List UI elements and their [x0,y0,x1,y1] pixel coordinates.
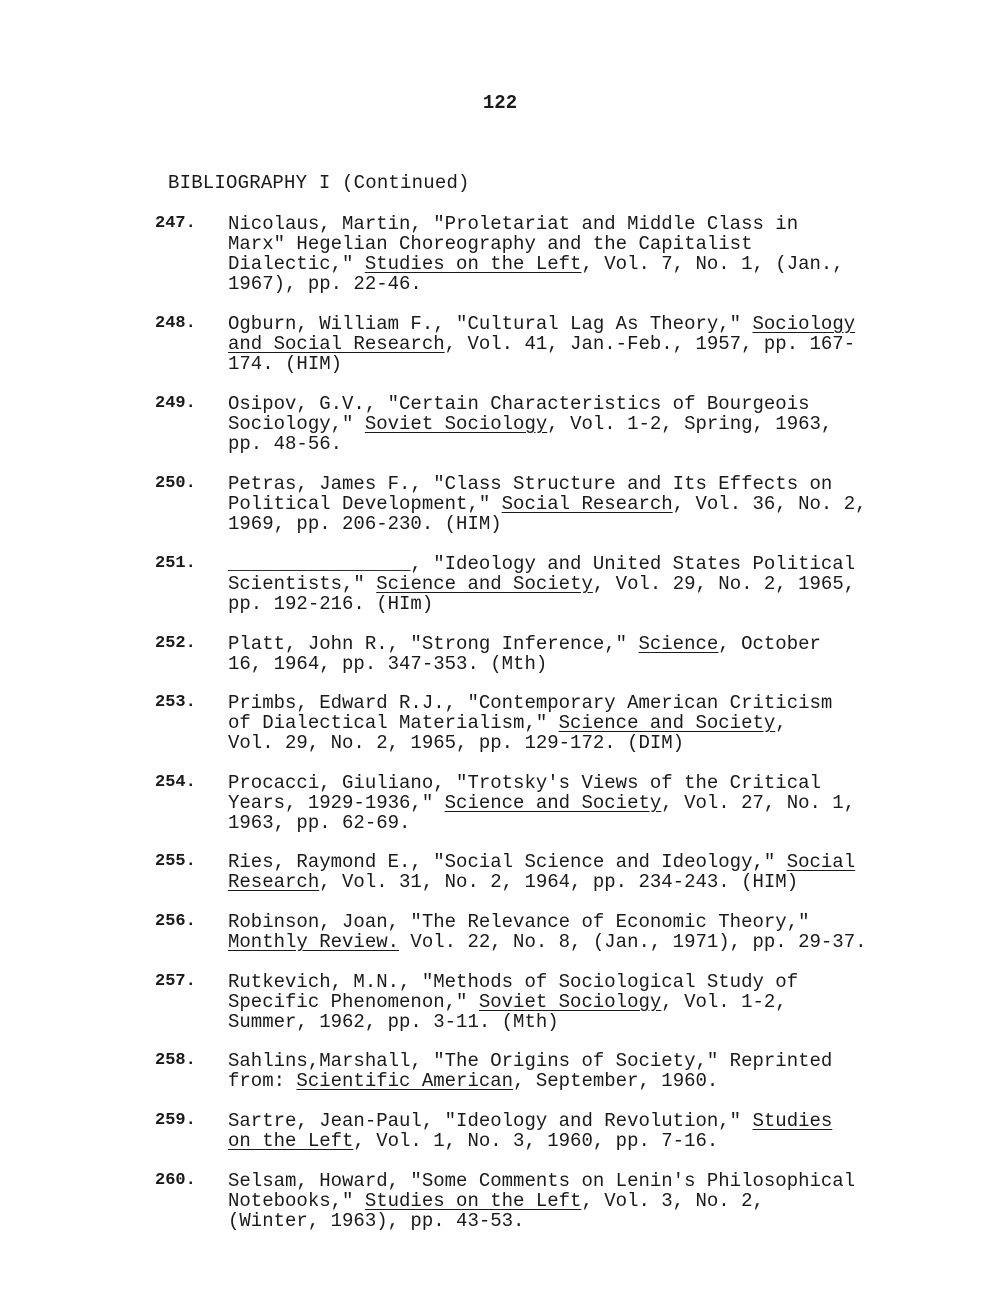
publication-title: Scientific American [296,1070,514,1092]
citation-line [228,773,918,793]
citation-line [228,912,918,932]
citation-text: , Vol. 31, No. 2, 1964, pp. 234-243. (HIM) [319,871,799,893]
citation-text: pp. 48-56. [228,433,343,455]
publication-title: and Social Research [228,333,445,355]
citation-text: Nicolaus, Martin, "Proletariat and Middle Class in [228,213,799,235]
entry-number: 253. [155,693,196,712]
citation-line [228,1071,918,1091]
citation-text: Rutkevich, M.N., "Methods of Sociological Study of [228,971,799,993]
citation-line [228,1111,918,1131]
publication-title: Sociology [752,313,856,335]
citation-text: (Winter, 1963), pp. 43-53. [228,1210,525,1232]
citation-line [228,1211,918,1231]
publication-title: Science and Society [444,792,662,814]
citation-text: Summer, 1962, pp. 3-11. (Mth) [228,1011,559,1033]
citation-text: Ogburn, William F., "Cultural Lag As Theory," [228,313,753,335]
citation-text: Sahlins,Marshall, "The Origins of Society," Reprinted [228,1050,833,1072]
entry-number: 247. [155,214,196,233]
citation-text: , Vol. 1-2, Spring, 1963, [547,413,833,435]
citation-line [228,314,918,334]
citation-line [228,354,918,374]
entry-number: 258. [155,1051,196,1070]
publication-title: Soviet Sociology [478,991,662,1013]
citation-text: Osipov, G.V., "Certain Characteristics of Bourgeois [228,393,810,415]
citation-line [228,514,918,534]
entry-citation [228,1051,918,1091]
citation-line [228,214,918,234]
citation-line [228,654,918,674]
publication-title: Social [786,851,856,873]
citation-line [228,813,918,833]
citation-text: 1969, pp. 206-230. (HIM) [228,513,502,535]
entry-number: 251. [155,554,196,573]
publication-title: Studies on the Left [364,1190,582,1212]
entry-citation [228,1171,918,1231]
citation-line [228,394,918,414]
entry-number: 252. [155,634,196,653]
entry-number: 248. [155,314,196,333]
citation-text: Platt, John R., "Strong Inference," [228,633,639,655]
citation-text: pp. 192-216. (HIm) [228,593,434,615]
citation-line [228,713,918,733]
entry-number: 259. [155,1111,196,1130]
citation-text: , Vol. 1, No. 3, 1960, pp. 7-16. [353,1130,719,1152]
citation-line [228,1131,918,1151]
publication-title: Soviet Sociology [364,413,548,435]
entry-citation [228,1111,918,1151]
citation-text: Robinson, Joan, "The Relevance of Economic Theory," [228,911,810,933]
citation-text: , October [718,633,821,655]
citation-text: , [775,712,787,734]
citation-text: Notebooks," [228,1190,365,1212]
entry-citation [228,852,918,892]
citation-line [228,634,918,654]
entry-citation [228,554,918,614]
citation-line [228,334,918,354]
citation-line [228,574,918,594]
entry-citation [228,912,918,952]
entry-number: 255. [155,852,196,871]
publication-title: Monthly Review. [228,931,400,953]
entry-citation [228,972,918,1032]
citation-line [228,1191,918,1211]
citation-line [228,852,918,872]
citation-line [228,274,918,294]
publication-title: Science and Society [376,573,593,595]
citation-text: Scientists," [228,573,377,595]
entry-number: 260. [155,1171,196,1190]
citation-text: ________________, "Ideology and United States Political [228,553,856,575]
citation-text: , Vol. 29, No. 2, 1965, [592,573,856,595]
citation-text: Procacci, Giuliano, "Trotsky's Views of the Critical [228,772,821,794]
citation-line [228,494,918,514]
citation-line [228,554,918,574]
citation-line [228,992,918,1012]
entry-number: 254. [155,773,196,792]
citation-line [228,1051,918,1071]
citation-text: 1963, pp. 62-69. [228,812,411,834]
entry-citation [228,474,918,534]
citation-text: , Vol. 3, No. 2, [581,1190,764,1212]
entry-citation [228,394,918,454]
publication-title: on the Left [228,1130,354,1152]
citation-text: 174. (HIM) [228,353,343,375]
citation-line [228,693,918,713]
citation-text: 16, 1964, pp. 347-353. (Mth) [228,653,548,675]
citation-text: Dialectic," [228,253,365,275]
citation-line [228,234,918,254]
page-number: 122 [482,92,518,114]
entry-number: 249. [155,394,196,413]
entry-number: 256. [155,912,196,931]
citation-text: Petras, James F., "Class Structure and Its Effects on [228,473,833,495]
citation-line [228,733,918,753]
citation-text: 1967), pp. 22-46. [228,273,422,295]
citation-text: , Vol. 7, No. 1, (Jan., [581,253,844,275]
entry-citation [228,773,918,833]
entry-number: 257. [155,972,196,991]
citation-text: , September, 1960. [513,1070,719,1092]
publication-title: Studies [752,1110,833,1132]
citation-line [228,414,918,434]
publication-title: Science [638,633,719,655]
publication-title: Studies on the Left [364,253,582,275]
citation-line [228,1171,918,1191]
bibliography-heading: BIBLIOGRAPHY I (Continued) [168,172,470,194]
entry-number: 250. [155,474,196,493]
citation-text: Sociology," [228,413,365,435]
citation-text: Selsam, Howard, "Some Comments on Lenin's Philosophical [228,1170,856,1192]
citation-line [228,434,918,454]
citation-text: Ries, Raymond E., "Social Science and Ideology," [228,851,787,873]
publication-title: Science and Society [558,712,776,734]
citation-text: , Vol. 36, No. 2, [672,493,867,515]
citation-text: Marx" Hegelian Choreography and the Capitalist [228,233,753,255]
citation-text: , Vol. 41, Jan.-Feb., 1957, pp. 167- [444,333,856,355]
citation-text: Specific Phenomenon," [228,991,479,1013]
citation-text: Years, 1929-1936," [228,792,445,814]
citation-text: from: [228,1070,297,1092]
citation-line [228,872,918,892]
citation-line [228,254,918,274]
citation-text: Sartre, Jean-Paul, "Ideology and Revolution," [228,1110,753,1132]
publication-title: Research [228,871,320,893]
citation-text: Primbs, Edward R.J., "Contemporary American Criticism [228,692,833,714]
citation-line [228,1012,918,1032]
citation-text: Vol. 22, No. 8, (Jan., 1971), pp. 29-37. [399,931,867,953]
citation-line [228,594,918,614]
citation-text: of Dialectical Materialism," [228,712,559,734]
entry-citation [228,693,918,753]
citation-line [228,474,918,494]
citation-line [228,932,918,952]
citation-line [228,972,918,992]
citation-text: Vol. 29, No. 2, 1965, pp. 129-172. (DIM) [228,732,685,754]
citation-text: Political Development," [228,493,502,515]
citation-text: , Vol. 1-2, [661,991,787,1013]
entry-citation [228,214,918,294]
citation-text: , Vol. 27, No. 1, [661,792,856,814]
entry-citation [228,634,918,674]
entry-citation [228,314,918,374]
publication-title: Social Research [501,493,673,515]
citation-line [228,793,918,813]
